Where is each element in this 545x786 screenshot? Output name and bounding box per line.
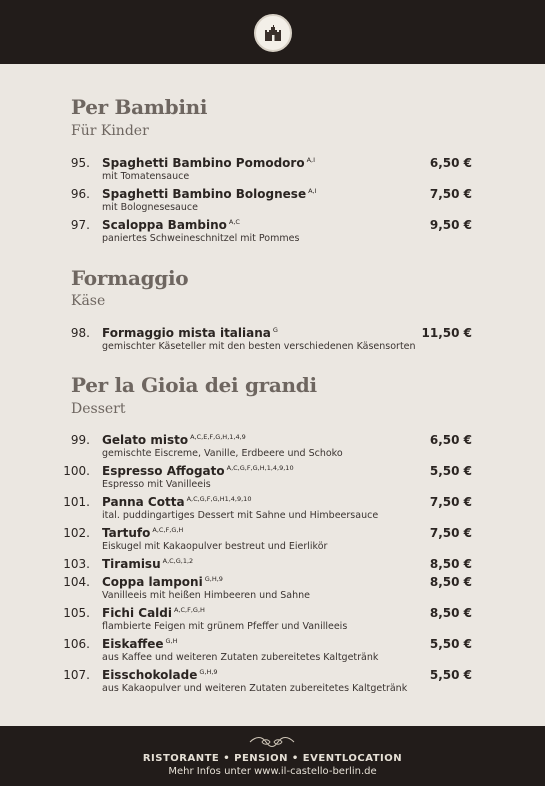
menu-item [0,495,545,523]
item-allergens: G [272,326,278,334]
item-price: 7,50 € [429,526,472,540]
item-price: 6,50 € [429,433,472,447]
item-description: aus Kakaopulver und weiteren Zutaten zubereitetes Kaltgetränk [102,683,408,694]
item-name: Spaghetti Bambino Bolognese $^{A,I}$ [102,187,317,201]
item-allergens: G,H,9 [204,575,223,583]
item-price: 8,50 € [429,575,472,589]
item-allergens: A,C,F,G,H [173,606,205,614]
item-allergens: G,H,9 [199,668,218,676]
section-subtitle-bambini: Für Kinder [71,123,149,139]
section-title-bambini: Per Bambini [71,95,208,119]
menu-content [0,64,545,726]
item-allergens: A,C,F,G,H [152,526,184,534]
item-allergens: G,H [165,637,178,645]
item-number: 103. [63,557,90,571]
item-description: mit Bolognesesauce [102,202,198,213]
flourish-ornament-icon [248,734,296,750]
item-price: 6,50 € [429,156,472,170]
menu-item [0,156,545,184]
item-price: 5,50 € [429,464,472,478]
item-description: Vanilleeis mit heißen Himbeeren und Sahne [102,590,311,601]
item-description: aus Kaffee und weiteren Zutaten zubereitetes Kaltgetränk [102,652,379,663]
section-title-formaggio: Formaggio [71,266,189,290]
header-bar [0,0,545,64]
item-description: Espresso mit Vanilleeis [102,479,211,490]
item-description: Eiskugel mit Kakaopulver bestreut und Eierlikör [102,541,328,552]
item-name: Tiramisu $^{A,C,G,1,2}$ [102,557,194,571]
item-allergens: A,I [308,187,317,195]
item-name: Gelato misto $^{A,C,E,F,G,H,1,4,9}$ [102,433,246,447]
item-description: paniertes Schweineschnitzel mit Pommes [102,233,300,244]
item-price: 9,50 € [429,218,472,232]
item-number: 99. [70,433,90,447]
item-name: Eiskaffee $^{G,H}$ [102,637,178,651]
menu-item [0,637,545,665]
item-description: flambierte Feigen mit grünem Pfeffer und Vanilleeis [102,621,348,632]
item-number: 100. [63,464,90,478]
menu-item [0,464,545,492]
item-allergens: A,C,E,F,G,H,1,4,9 [190,433,246,441]
footer-bar [0,726,545,786]
item-price: 5,50 € [429,668,472,682]
footer-tagline: RISTORANTE • PENSION • EVENTLOCATION [142,753,403,764]
castle-logo-icon [254,14,292,52]
footer-website: Mehr Infos unter www.il-castello-berlin.de [168,766,377,777]
item-name: Espresso Affogato $^{A,C,G,F,G,H,1,4,9,10}$ [102,464,294,478]
menu-item [0,433,545,461]
menu-item [0,606,545,634]
menu-item [0,218,545,246]
item-price: 8,50 € [429,557,472,571]
menu-item [0,575,545,603]
item-description: ital. puddingartiges Dessert mit Sahne und Himbeersauce [102,510,379,521]
item-price: 7,50 € [429,187,472,201]
menu-item [0,526,545,554]
item-price: 5,50 € [429,637,472,651]
item-number: 98. [70,326,90,340]
item-number: 96. [70,187,90,201]
item-allergens: A,C,G,F,G,H1,4,9,10 [186,495,252,503]
item-name: Fichi Caldi $^{A,C,F,G,H}$ [102,606,205,620]
item-number: 102. [63,526,90,540]
item-description: mit Tomatensauce [102,171,190,182]
item-allergens: A,C,G,1,2 [162,557,194,565]
item-name: Scaloppa Bambino $^{A,C}$ [102,218,240,232]
item-number: 104. [63,575,90,589]
item-number: 105. [63,606,90,620]
menu-item [0,187,545,215]
item-allergens: A,C,G,F,G,H,1,4,9,10 [226,464,294,472]
item-name: Spaghetti Bambino Pomodoro $^{A,I}$ [102,156,316,170]
item-price: 7,50 € [429,495,472,509]
item-allergens: A,C [228,218,240,226]
menu-item [0,326,545,354]
section-subtitle-dessert: Dessert [71,401,126,417]
item-name: Tartufo $^{A,C,F,G,H}$ [102,526,184,540]
item-name: Eisschokolade $^{G,H,9}$ [102,668,218,682]
item-price: 8,50 € [429,606,472,620]
item-number: 106. [63,637,90,651]
item-name: Formaggio mista italiana $^G$ [102,326,278,340]
item-name: Panna Cotta $^{A,C,G,F,G,H1,4,9,10}$ [102,495,252,509]
item-description: gemischte Eiscreme, Vanille, Erdbeere und Schoko [102,448,343,459]
item-number: 107. [63,668,90,682]
item-name: Coppa lamponi $^{G,H,9}$ [102,575,223,589]
section-subtitle-formaggio: Käse [71,293,106,309]
item-allergens: A,I [306,156,316,164]
menu-item [0,668,545,696]
section-title-dessert: Per la Gioia dei grandi [71,373,317,397]
item-price: 11,50 € [421,326,472,340]
item-description: gemischter Käseteller mit den besten verschiedenen Käsensorten [102,341,416,352]
item-number: 95. [70,156,90,170]
item-number: 97. [70,218,90,232]
item-number: 101. [63,495,90,509]
